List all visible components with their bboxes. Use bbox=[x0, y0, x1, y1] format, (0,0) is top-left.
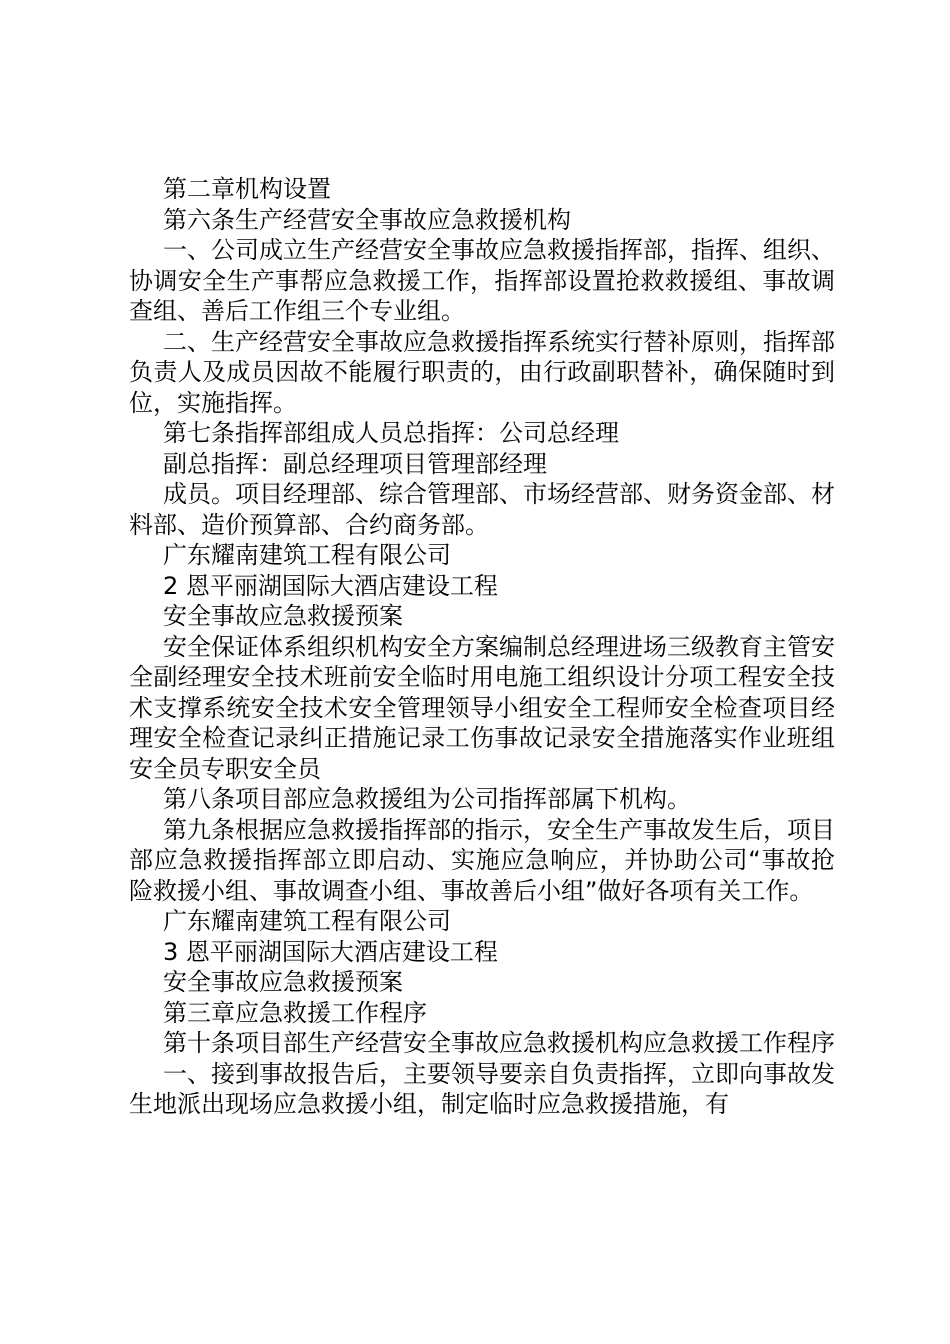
paragraph: 成员。项目经理部、综合管理部、市场经营部、财务资金部、材料部、造价预算部、合约商务部。 bbox=[129, 480, 835, 539]
company-name: 广东耀南建筑工程有限公司 bbox=[163, 907, 451, 935]
document-body bbox=[129, 174, 835, 1120]
plan-title: 安全事故应急救援预案 bbox=[163, 968, 403, 996]
paragraph: 一、公司成立生产经营安全事故应急救援指挥部，指挥、组织、协调安全生产事帮应急救援工作，指挥部设置抢救救援组、事故调查组、善后工作组三个专业组。 bbox=[129, 236, 835, 325]
article-heading: 第六条生产经营安全事故应急救援机构 bbox=[163, 205, 571, 234]
chapter-heading: 第二章机构设置 bbox=[163, 175, 331, 203]
plan-title: 安全事故应急救援预案 bbox=[163, 602, 403, 630]
company-name: 广东耀南建筑工程有限公司 bbox=[163, 541, 451, 569]
project-name: 3 恩平丽湖国际大酒店建设工程 bbox=[163, 937, 498, 966]
chapter-heading: 第三章应急救援工作程序 bbox=[163, 998, 427, 1027]
paragraph: 副总指挥：副总经理项目管理部经理 bbox=[163, 449, 547, 478]
paragraph: 一、接到事故报告后，主要领导要亲自负责指挥，立即向事故发生地派出现场应急救援小组，制定临时应急救援措施，有 bbox=[129, 1059, 835, 1118]
paragraph: 第九条根据应急救援指挥部的指示，安全生产事故发生后，项目部应急救援指挥部立即启动、实施应急响应，并协助公司“事故抢险救援小组、事故调查小组、事故善后小组”做好各项有关工作。 bbox=[129, 815, 835, 905]
paragraph: 安全保证体系组织机构安全方案编制总经理进场三级教育主管安全副经理安全技术班前安全临时用电施工组织设计分项工程安全技术支撑系统安全技术安全管理领导小组安全工程师安全检查项目经理安全检查记录纠正措施记录工伤事故记录安全措施落实作业班组安全员专职安全员 bbox=[129, 632, 835, 783]
article-heading: 第十条项目部生产经营安全事故应急救援机构应急救援工作程序 bbox=[163, 1029, 835, 1057]
project-name: 2 恩平丽湖国际大酒店建设工程 bbox=[163, 571, 498, 600]
paragraph: 第八条项目部应急救援组为公司指挥部属下机构。 bbox=[163, 785, 691, 813]
paragraph: 二、生产经营安全事故应急救援指挥系统实行替补原则，指挥部负责人及成员因故不能履行职责的，由行政副职替补，确保随时到位，实施指挥。 bbox=[129, 327, 835, 417]
paragraph: 第七条指挥部组成人员总指挥：公司总经理 bbox=[163, 419, 619, 447]
